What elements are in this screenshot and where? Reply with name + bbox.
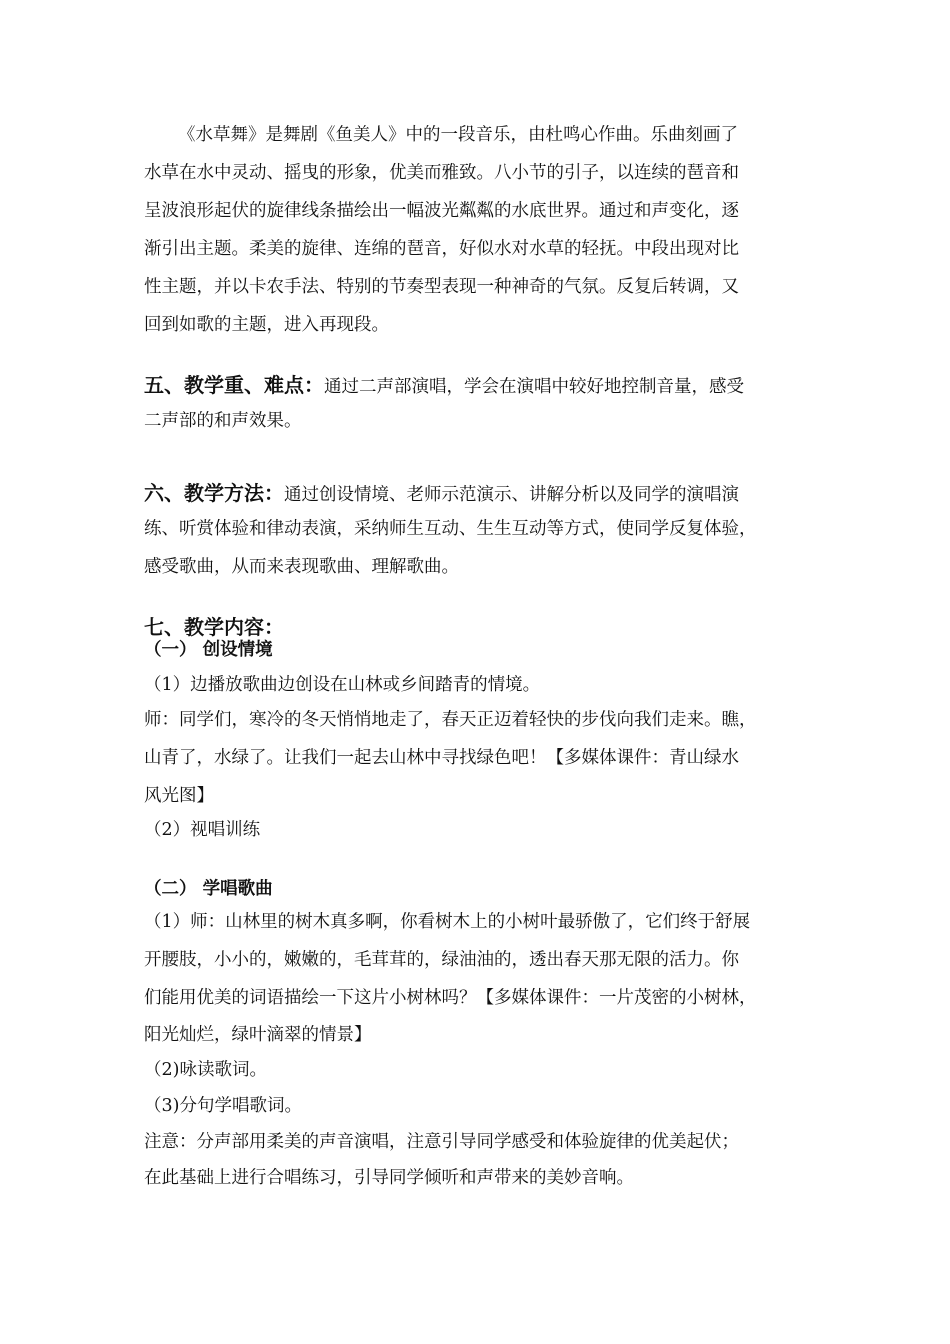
section5-line-2: 二声部的和声效果。: [144, 411, 302, 431]
section7-heading: 七、教学内容：: [144, 615, 284, 639]
part2-line-3: 们能用优美的词语描绘一下这片小树林吗？【多媒体课件：一片茂密的小树林，: [144, 988, 757, 1008]
intro-line-2: 水草在水中灵动、摇曳的形象，优美而雅致。八小节的引子，以连续的琶音和: [144, 163, 739, 183]
part1-line-2: 师：同学们，寒冷的冬天悄悄地走了，春天正迈着轻快的步伐向我们走来。瞧，: [144, 710, 757, 730]
part2-line-7: 注意：分声部用柔美的声音演唱，注意引导同学感受和体验旋律的优美起伏；: [144, 1132, 739, 1152]
part2-title: （二） 学唱歌曲: [144, 879, 273, 899]
intro-line-4: 渐引出主题。柔美的旋律、连绵的琶音，好似水对水草的轻抚。中段出现对比: [144, 239, 739, 259]
part2-line-1: （1）师：山林里的树木真多啊，你看树木上的小树叶最骄傲了，它们终于舒展: [144, 912, 751, 932]
intro-line-1: 《水草舞》是舞剧《鱼美人》中的一段音乐，由杜鸣心作曲。乐曲刻画了: [178, 125, 738, 145]
section6-line-1: [144, 483, 739, 505]
part2-line-2: 开腰肢，小小的，嫩嫩的，毛茸茸的，绿油油的，透出春天那无限的活力。你: [144, 950, 739, 970]
intro-line-5: 性主题，并以卡农手法、特别的节奏型表现一种神奇的气氛。反复后转调，又: [144, 277, 739, 297]
section5-heading: 五、教学重、难点：: [144, 373, 324, 397]
part2-line-8: 在此基础上进行合唱练习，引导同学倾听和声带来的美妙音响。: [144, 1168, 634, 1188]
intro-line-6: 回到如歌的主题，进入再现段。: [144, 315, 389, 335]
section5-text-1: 通过二声部演唱，学会在演唱中较好地控制音量，感受: [324, 377, 744, 397]
part1-line-4: 风光图】: [144, 786, 214, 806]
section6-heading: 六、教学方法：: [144, 481, 284, 505]
part1-title: （一） 创设情境: [144, 640, 273, 660]
section6-line-2: 练、听赏体验和律动表演，采纳师生互动、生生互动等方式，使同学反复体验，: [144, 519, 757, 539]
part1-line-5: （2）视唱训练: [144, 820, 261, 840]
section5-line-1: [144, 375, 744, 397]
part1-line-3: 山青了，水绿了。让我们一起去山林中寻找绿色吧！【多媒体课件：青山绿水: [144, 748, 739, 768]
section6-text-1: 通过创设情境、老师示范演示、讲解分析以及同学的演唱演: [284, 485, 739, 505]
section6-line-3: 感受歌曲，从而来表现歌曲、理解歌曲。: [144, 557, 459, 577]
part2-line-4: 阳光灿烂，绿叶滴翠的情景】: [144, 1025, 372, 1045]
intro-line-3: 呈波浪形起伏的旋律线条描绘出一幅波光粼粼的水底世界。通过和声变化，逐: [144, 201, 739, 221]
part2-line-6: （3)分句学唱歌词。: [144, 1096, 302, 1116]
part1-line-1: （1）边播放歌曲边创设在山林或乡间踏青的情境。: [144, 675, 541, 695]
part2-line-5: （2)咏读歌词。: [144, 1060, 267, 1080]
